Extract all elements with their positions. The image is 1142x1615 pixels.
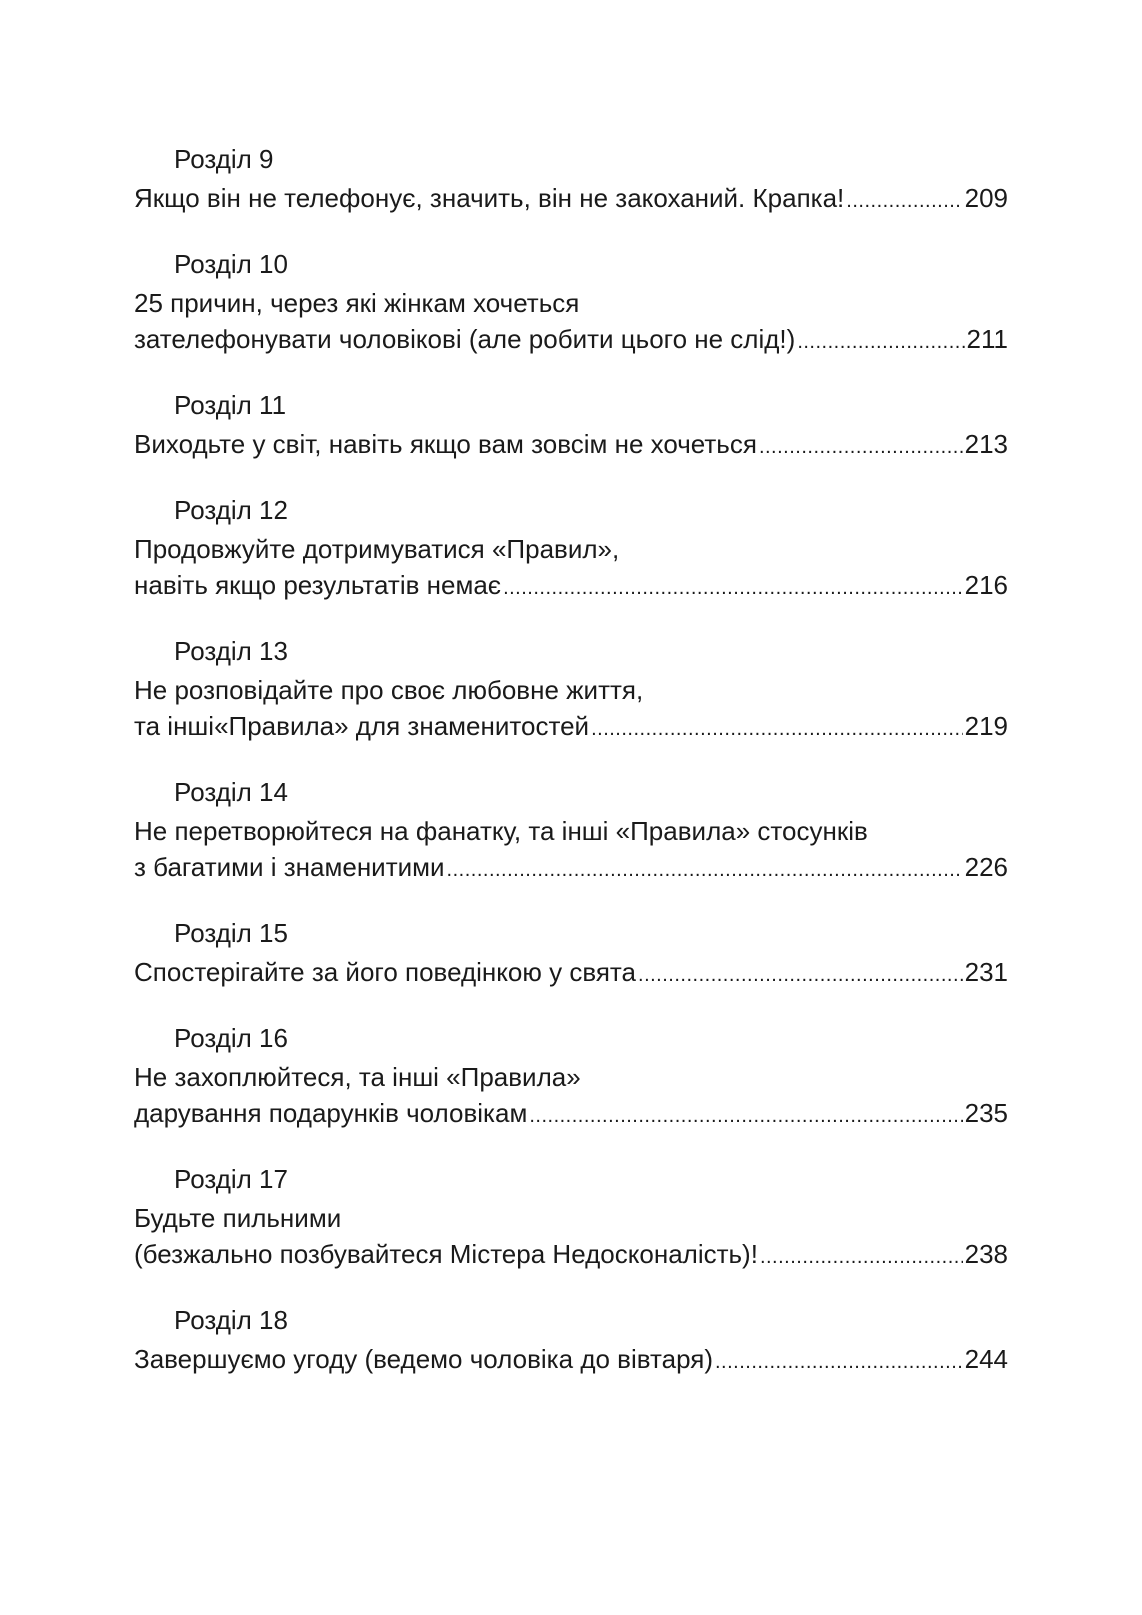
chapter-title <box>134 813 1008 888</box>
chapter-title <box>134 672 1008 747</box>
chapter-title <box>134 426 1008 465</box>
chapter-heading: Розділ 12 <box>174 495 288 525</box>
page-number: 235 <box>964 1098 1008 1128</box>
table-of-contents <box>134 138 1008 1404</box>
page-number: 209 <box>964 183 1008 213</box>
dot-leader <box>503 567 963 606</box>
page-number: 216 <box>964 570 1008 600</box>
chapter-heading: Розділ 16 <box>174 1023 288 1053</box>
toc-entry-line <box>134 1341 1008 1380</box>
chapter-heading: Розділ 9 <box>174 144 274 174</box>
chapter-title <box>134 1200 1008 1275</box>
toc-chapter-16 <box>134 1017 1008 1134</box>
chapter-heading: Розділ 17 <box>174 1164 288 1194</box>
dot-leader <box>759 426 963 465</box>
chapter-title-text: навіть якщо результатів немає <box>134 570 502 600</box>
chapter-title-text: (безжально позбувайтеся Містера Недосконалість)! <box>134 1239 758 1269</box>
chapter-title-line: 25 причин, через які жінкам хочеться <box>134 288 580 318</box>
chapter-title-line: Не захоплюйтеся, та інші «Правила» <box>134 1062 581 1092</box>
chapter-title-text: та інші«Правила» для знаменитостей <box>134 711 590 741</box>
chapter-title-line: Продовжуйте дотримуватися «Правил», <box>134 534 620 564</box>
chapter-title <box>134 531 1008 606</box>
chapter-title <box>134 1059 1008 1134</box>
chapter-title <box>134 180 1008 219</box>
chapter-title <box>134 285 1008 360</box>
dot-leader <box>529 1095 962 1134</box>
toc-entry-line <box>134 708 1008 747</box>
chapter-title-line: Не розповідайте про своє любовне життя, <box>134 675 644 705</box>
dot-leader <box>846 180 962 219</box>
toc-entry-line <box>134 1095 1008 1134</box>
toc-chapter-17 <box>134 1158 1008 1275</box>
toc-chapter-13 <box>134 630 1008 747</box>
toc-chapter-11 <box>134 384 1008 465</box>
chapter-title-text: Виходьте у світ, навіть якщо вам зовсім не хочеться <box>134 429 757 459</box>
toc-entry-line <box>134 954 1008 993</box>
toc-chapter-18 <box>134 1299 1008 1380</box>
toc-chapter-10 <box>134 243 1008 360</box>
toc-entry-line <box>134 849 1008 888</box>
dot-leader <box>638 954 963 993</box>
chapter-title-text: Спостерігайте за його поведінкою у свята <box>134 957 637 987</box>
toc-chapter-9 <box>134 138 1008 219</box>
chapter-heading: Розділ 18 <box>174 1305 288 1335</box>
page-number: 244 <box>964 1344 1008 1374</box>
dot-leader <box>715 1341 963 1380</box>
toc-entry-line <box>134 1236 1008 1275</box>
chapter-title-text: дарування подарунків чоловікам <box>134 1098 528 1128</box>
chapter-title <box>134 954 1008 993</box>
page-number: 238 <box>964 1239 1008 1269</box>
chapter-heading: Розділ 11 <box>174 390 287 420</box>
page-number: 213 <box>964 429 1008 459</box>
toc-entry-line <box>134 321 1008 360</box>
chapter-title-line: Не перетворюйтеся на фанатку, та інші «Правила» стосунків <box>134 816 868 846</box>
toc-entry-line <box>134 567 1008 606</box>
chapter-title-text: Завершуємо угоду (ведемо чоловіка до вівтаря) <box>134 1344 713 1374</box>
chapter-title-line: Будьте пильними <box>134 1203 342 1233</box>
chapter-title-text: зателефонувати чоловікові (але робити цього не слід!) <box>134 324 796 354</box>
toc-entry-line <box>134 426 1008 465</box>
dot-leader <box>760 1236 963 1275</box>
toc-chapter-12 <box>134 489 1008 606</box>
toc-chapter-14 <box>134 771 1008 888</box>
page-number: 226 <box>964 852 1008 882</box>
dot-leader <box>591 708 963 747</box>
chapter-title-text: Якщо він не телефонує, значить, він не закоханий. Крапка! <box>134 183 845 213</box>
chapter-heading: Розділ 14 <box>174 777 288 807</box>
dot-leader <box>797 321 964 360</box>
toc-chapter-15 <box>134 912 1008 993</box>
page-number: 219 <box>964 711 1008 741</box>
chapter-heading: Розділ 10 <box>174 249 288 279</box>
page-number: 211 <box>966 324 1008 354</box>
chapter-heading: Розділ 13 <box>174 636 288 666</box>
chapter-title-text: з багатими і знаменитими <box>134 852 445 882</box>
chapter-heading: Розділ 15 <box>174 918 288 948</box>
chapter-title <box>134 1341 1008 1380</box>
page-number: 231 <box>964 957 1008 987</box>
toc-entry-line <box>134 180 1008 219</box>
dot-leader <box>447 849 963 888</box>
